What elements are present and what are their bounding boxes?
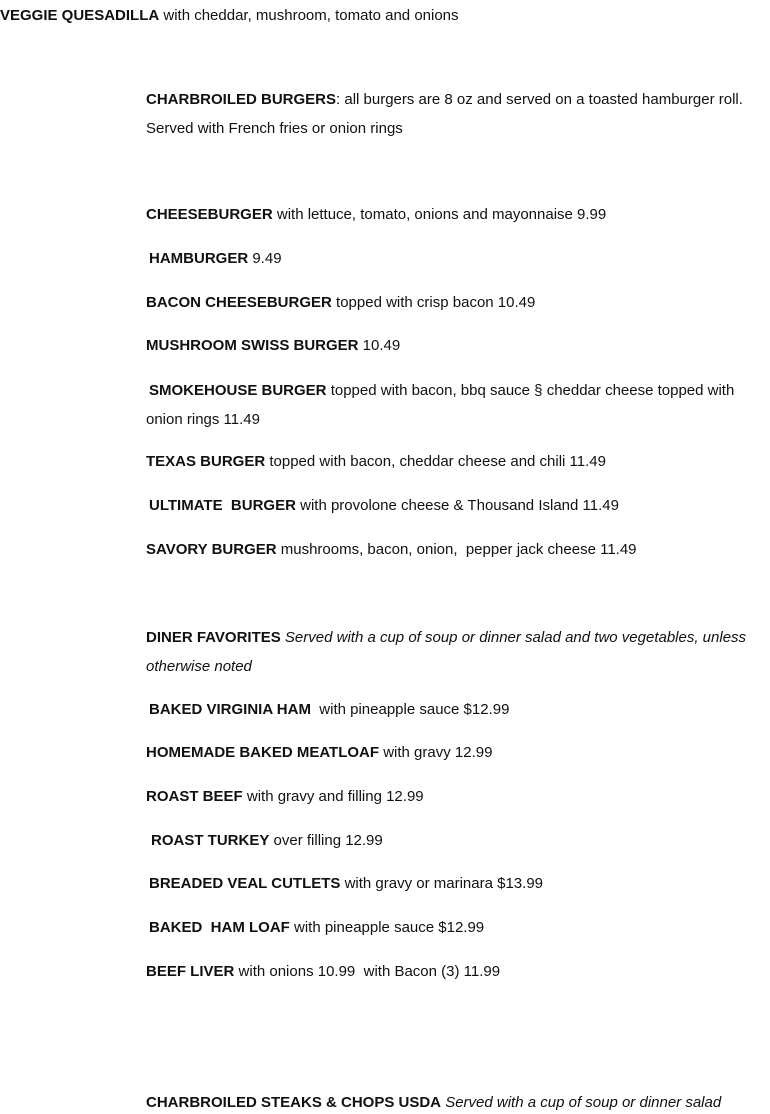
item-desc: over filling 12.99 [269,832,383,849]
item-name: ULTIMATE BURGER [149,497,296,514]
item-desc: mushrooms, bacon, onion, pepper jack cheese 11.49 [276,541,637,558]
menu-item-veggie-quesadilla [0,6,459,26]
item-desc: with pineapple sauce $12.99 [310,701,510,718]
item-desc: topped with crisp bacon 10.49 [331,294,536,311]
menu-item-beef-liver [146,962,500,982]
item-name: TEXAS BURGER [146,453,266,470]
menu-item-cheeseburger [146,205,606,225]
item-desc: with pineapple sauce $12.99 [289,919,485,936]
item-name: MUSHROOM SWISS BURGER [146,337,359,354]
item-name: BAKED HAM LOAF [149,919,290,936]
menu-item-baked-virginia-ham [149,700,509,720]
menu-item-hamburger [149,249,282,269]
item-name: VEGGIE QUESADILLA [0,7,160,24]
menu-item-breaded-veal-cutlets [149,874,543,894]
section-title: DINER FAVORITES [146,629,281,646]
item-desc: with provolone cheese & Thousand Island 11.49 [295,497,619,514]
item-desc: with cheddar, mushroom, tomato and onions [159,7,459,24]
item-name: BEEF LIVER [146,963,235,980]
section-heading-steaks-chops [146,1093,721,1113]
section-heading-diner-favorites [146,623,750,681]
item-name: BAKED VIRGINIA HAM [149,701,311,718]
item-name: HOMEMADE BAKED MEATLOAF [146,744,380,761]
item-name: BREADED VEAL CUTLETS [149,875,341,892]
menu-item-baked-ham-loaf [149,918,484,938]
section-intro: Served with a cup of soup or dinner salad [441,1094,722,1111]
item-desc: with lettuce, tomato, onions and mayonnaise 9.99 [272,206,607,223]
menu-item-roast-turkey [151,831,383,851]
item-name: SAVORY BURGER [146,541,277,558]
menu-item-texas-burger [146,452,606,472]
menu-item-savory-burger [146,540,637,560]
menu-item-smokehouse-burger [146,376,750,434]
item-name: ROAST BEEF [146,788,243,805]
item-desc: with gravy 12.99 [379,744,493,761]
section-heading-burgers [146,85,750,143]
item-name: HAMBURGER [149,250,249,267]
menu-item-roast-beef [146,787,424,807]
item-desc: with gravy or marinara $13.99 [340,875,544,892]
item-desc: 9.49 [248,250,282,267]
menu-item-mushroom-swiss-burger [146,336,400,356]
section-title: CHARBROILED BURGERS [146,91,337,108]
menu-item-bacon-cheeseburger [146,293,535,313]
section-intro: Served with a cup of soup or dinner salad and two vegetables, unless otherwise noted [146,629,747,675]
item-name: BACON CHEESEBURGER [146,294,332,311]
item-desc: topped with bacon, bbq sauce § cheddar cheese topped with onion rings 11.49 [146,382,735,428]
item-desc: with gravy and filling 12.99 [242,788,424,805]
section-intro: : all burgers are 8 oz and served on a toasted hamburger roll. Served with French fries or onion rings [146,91,743,137]
item-name: ROAST TURKEY [151,832,270,849]
section-title: CHARBROILED STEAKS & CHOPS USDA [146,1094,442,1111]
menu-item-homemade-baked-meatloaf [146,743,492,763]
item-desc: 10.49 [358,337,401,354]
item-desc: topped with bacon, cheddar cheese and chili 11.49 [265,453,606,470]
item-name: CHEESEBURGER [146,206,273,223]
menu-item-ultimate-burger [149,496,619,516]
item-desc: with onions 10.99 with Bacon (3) 11.99 [234,963,501,980]
item-name: SMOKEHOUSE BURGER [149,382,327,399]
